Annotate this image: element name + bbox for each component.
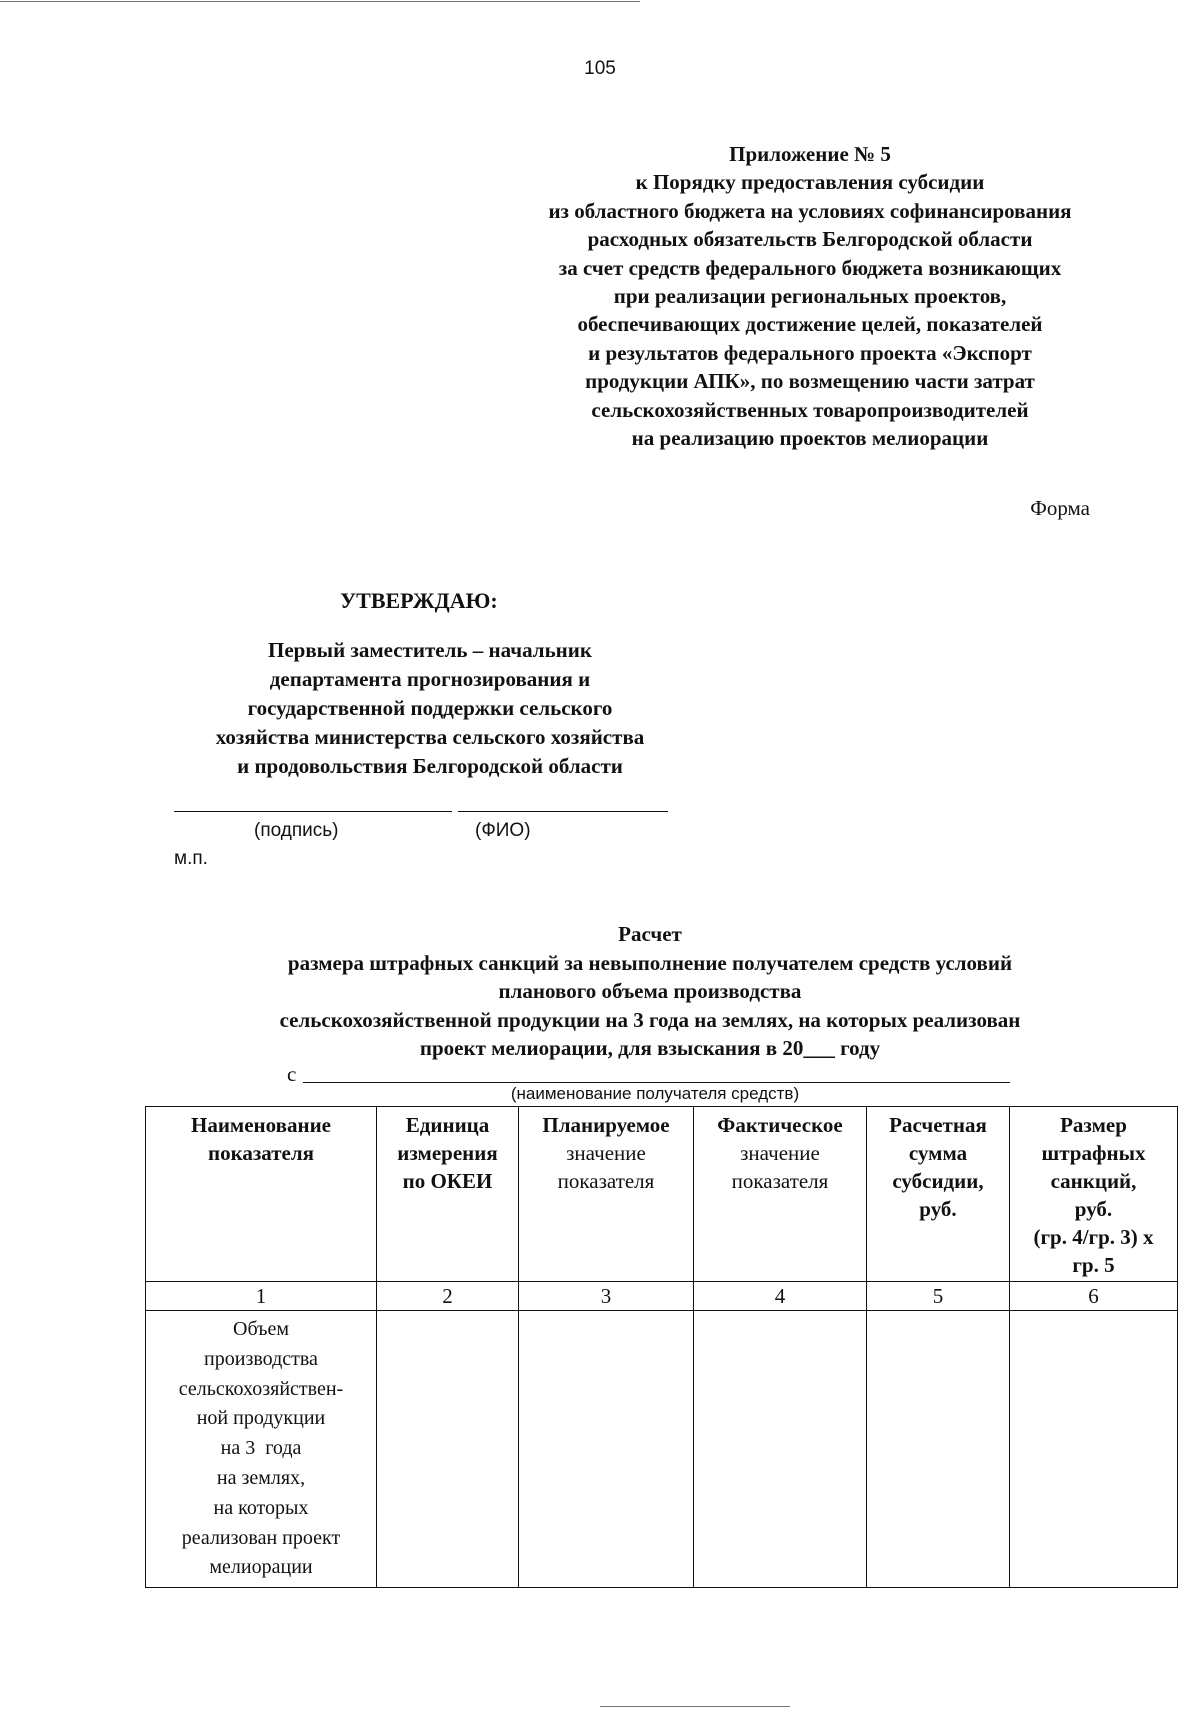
official-line: Первый заместитель – начальник <box>268 638 592 662</box>
form-label: Форма <box>1030 496 1090 520</box>
row-label-production-volume: Объем производства сельскохозяйствен- ной продукции на 3 года на землях, на которых реализован проект мелиорации <box>146 1311 377 1588</box>
calculation-title-line: размера штрафных санкций за невыполнение получателем средств условий <box>287 950 1013 975</box>
scan-edge-line <box>0 1 640 2</box>
appendix-line: при реализации региональных проектов, <box>613 284 1007 309</box>
column-number: 5 <box>867 1282 1010 1311</box>
header-actual-value: Фактическое значение показателя <box>694 1107 867 1282</box>
official-line: и продовольствия Белгородской области <box>237 754 623 778</box>
header-indicator-name: Наименование показателя <box>146 1107 377 1282</box>
recipient-name-line[interactable] <box>303 1082 1010 1083</box>
calculation-title-line: проект мелиорации, для взыскания в 20___ году <box>419 1036 881 1060</box>
appendix-line: за счет средств федерального бюджета возникающих <box>558 255 1062 280</box>
header-penalty-amount: Размер штрафных санкций, руб. (гр. 4/гр. 3) х гр. 5 <box>1010 1107 1178 1282</box>
appendix-line: из областного бюджета на условиях софинансирования <box>548 198 1072 223</box>
cell-planned-value[interactable] <box>519 1311 694 1588</box>
calculation-title-line: Расчет <box>618 922 682 946</box>
column-number: 6 <box>1010 1282 1178 1311</box>
appendix-line: обеспечивающих достижение целей, показателей <box>577 312 1043 337</box>
penalty-table <box>145 1106 1178 1588</box>
header-planned-value: Планируемое значение показателя <box>519 1107 694 1282</box>
cell-subsidy-amount[interactable] <box>867 1311 1010 1588</box>
appendix-line: сельскохозяйственных товаропроизводителей <box>591 397 1029 422</box>
recipient-prefix: с <box>287 1062 297 1086</box>
name-caption: (ФИО) <box>475 820 531 841</box>
approval-heading: УТВЕРЖДАЮ: <box>340 588 498 613</box>
scan-edge-line <box>600 1706 790 1707</box>
signature-line[interactable] <box>174 811 452 812</box>
cell-unit-okei[interactable] <box>377 1311 519 1588</box>
table-header-row <box>146 1107 1178 1282</box>
header-unit-okei: Единица измерения по ОКЕИ <box>377 1107 519 1282</box>
column-number-row <box>146 1282 1178 1311</box>
signature-caption: (подпись) <box>254 820 339 841</box>
official-line: департамента прогнозирования и <box>269 667 591 691</box>
table-row <box>146 1311 1178 1588</box>
official-line: хозяйства министерства сельского хозяйства <box>215 725 645 749</box>
calculation-title-line: планового объема производства <box>498 979 802 1003</box>
name-line[interactable] <box>458 811 668 812</box>
approving-official <box>170 636 690 781</box>
cell-penalty-amount[interactable] <box>1010 1311 1178 1588</box>
appendix-header <box>500 140 1120 452</box>
appendix-line: и результатов федерального проекта «Экспорт <box>588 340 1032 365</box>
column-number: 3 <box>519 1282 694 1311</box>
recipient-caption: (наименование получателя средств) <box>510 1084 800 1103</box>
calculation-title <box>0 920 1200 1063</box>
column-number: 2 <box>377 1282 519 1311</box>
appendix-line: к Порядку предоставления субсидии <box>635 170 985 195</box>
calculation-title-line: сельскохозяйственной продукции на 3 года на землях, на которых реализован <box>279 1007 1021 1032</box>
header-subsidy-amount: Расчетная сумма субсидии, руб. <box>867 1107 1010 1282</box>
appendix-line: расходных обязательств Белгородской области <box>587 227 1033 252</box>
page-number: 105 <box>584 58 616 79</box>
appendix-line: на реализацию проектов мелиорации <box>631 426 989 451</box>
column-number: 4 <box>694 1282 867 1311</box>
cell-actual-value[interactable] <box>694 1311 867 1588</box>
appendix-line: продукции АПК», по возмещению части затрат <box>585 369 1035 394</box>
appendix-line: Приложение № 5 <box>729 142 891 166</box>
stamp-label: м.п. <box>174 848 208 869</box>
official-line: государственной поддержки сельского <box>247 696 613 720</box>
column-number: 1 <box>146 1282 377 1311</box>
